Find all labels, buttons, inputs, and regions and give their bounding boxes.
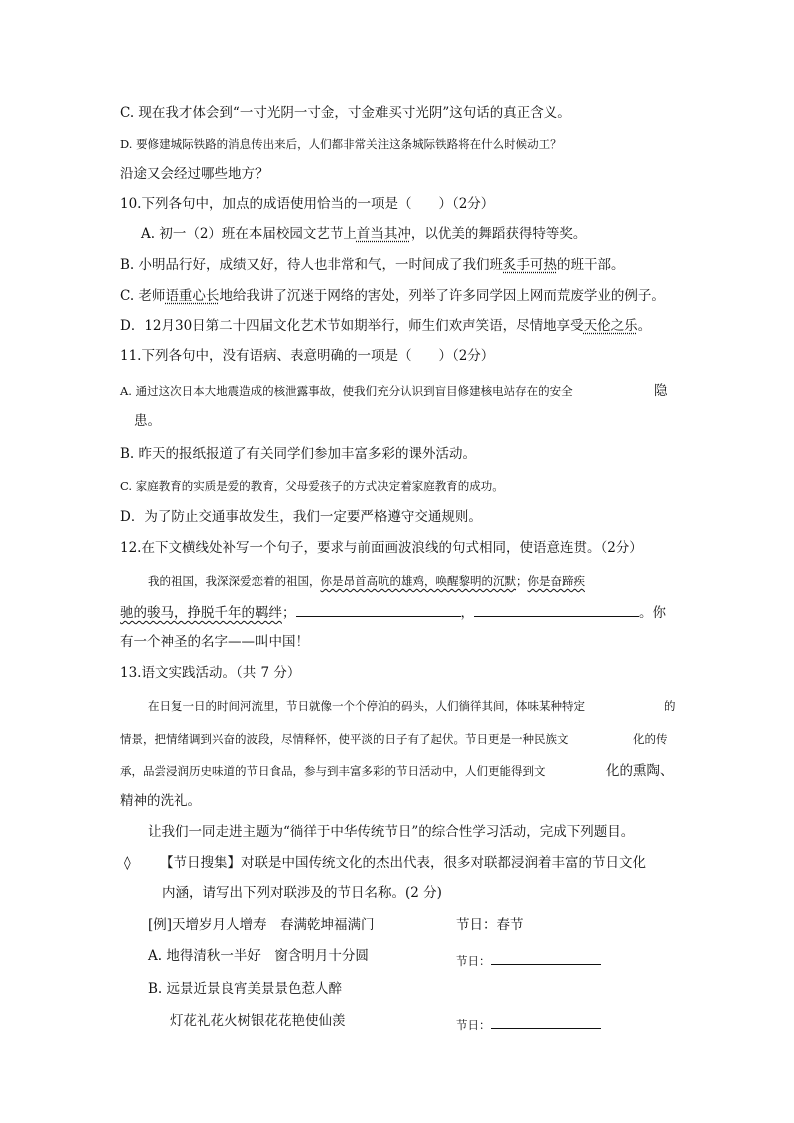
q13-option-a-couplet: A. 地得清秋一半好 窗含明月十分圆	[148, 948, 369, 964]
q10-option-d	[120, 317, 651, 335]
q11-option-a-line2: 患。	[134, 413, 161, 429]
q9-option-d-line1: D. 要修建城际铁路的消息传出来后，人们都非常关注这条城际铁路将在什么时候动工？	[120, 137, 562, 151]
q10-c-text: C. 老师	[120, 288, 166, 304]
q13-sub1-line1: 【节日搜集】对联是中国传统文化的杰出代表，很多对联都浸润着丰富的节日文化	[160, 855, 646, 871]
q12-separator: ；	[516, 574, 528, 588]
q10-a-idiom: 首当其冲	[356, 226, 411, 242]
q10-stem: 10.下列各句中，加点的成语使用恰当的一项是（ ）（2分）	[120, 196, 495, 212]
q10-a-text: A. 初一（2）班在本届校园文艺节上	[141, 226, 357, 242]
q13-intro: 让我们一同走进主题为“徜徉于中华传统节日”的综合性学习活动，完成下列题目。	[148, 824, 635, 840]
q12-answer-blank-1[interactable]	[296, 602, 461, 617]
q12-wavy-sentence-1: 你是昂首高吭的雄鸡，唤醒黎明的沉默	[320, 574, 516, 588]
q13-para-line3-tail: 化的熏陶、	[606, 763, 674, 779]
q12-passage-line1	[148, 572, 585, 590]
q13-sub1-marker: ◊	[124, 855, 131, 871]
q12-passage-line2-end: 。你	[639, 605, 666, 621]
q10-d-text-end: 。	[637, 318, 652, 334]
q12-wavy-sentence-2-end: 驰的骏马，挣脱千年的羁绊	[120, 605, 282, 621]
q13-para-line3: 承，品尝浸润历史味道的节日食品，参与到丰富多彩的节日活动中，人们更能得到文	[120, 764, 546, 778]
q12-passage-line2	[120, 602, 666, 622]
q13-option-b-festival	[456, 1014, 601, 1034]
q10-b-text: B. 小明品行好，成绩又好，待人也非常和气，一时间成了我们班	[120, 257, 504, 273]
q13-sub1-line2: 内涵，请写出下列对联涉及的节日名称。(2 分)	[162, 885, 442, 901]
q12-wavy-sentence-2-start: 你是奋蹄疾	[527, 574, 585, 588]
q13-option-a-festival	[456, 950, 601, 970]
q13-para-line1-tail: 的	[664, 699, 676, 713]
q9-option-c: C. 现在我才体会到“一寸光阴一寸金，寸金难买寸光阴”这句话的真正含义。	[120, 105, 571, 121]
q13-b-festival-label: 节日：	[456, 1018, 491, 1032]
q10-option-a	[141, 225, 586, 243]
q12-passage-intro: 我的祖国，我深深爱恋着的祖国，	[148, 574, 321, 588]
q10-option-c	[120, 287, 665, 305]
q13-option-b-couplet-line2: 灯花礼花火树银花花艳使仙羡	[170, 1013, 346, 1029]
q10-a-text-end: ，以优美的舞蹈获得特等奖。	[410, 226, 587, 242]
q13-para-line2: 情景，把情绪调到兴奋的波段，尽情释怀，使平淡的日子有了起伏。节日更是一种民族文	[120, 732, 569, 746]
q10-d-text: D．12月30日第二十四届文化艺术节如期举行，师生们欢声笑语，尽情地享受	[120, 318, 584, 334]
q11-option-a-line1: A. 通过这次日本大地震造成的核泄露事故，使我们充分认识到盲目修建核电站存在的安全	[120, 384, 573, 398]
q9-option-d-line2: 沿途又会经过哪些地方？	[120, 166, 269, 182]
q11-option-a-tail: 隐	[654, 383, 668, 399]
q13-example-couplet: [例]天增岁月人增寿 春满乾坤福满门	[148, 917, 375, 933]
q12-answer-blank-2[interactable]	[474, 602, 639, 617]
q13-a-answer-blank[interactable]	[491, 950, 601, 965]
q10-b-idiom: 炙手可热	[503, 257, 558, 273]
q10-c-text-end: 地给我讲了沉迷于网络的害处，列举了许多同学因上网而荒废学业的例子。	[219, 288, 665, 304]
q13-para-line4: 精神的洗礼。	[120, 793, 201, 809]
q13-b-answer-blank[interactable]	[491, 1014, 601, 1029]
q13-example-festival: 节日：春节	[456, 917, 524, 933]
q12-separator-2: ；	[282, 605, 296, 621]
q10-d-idiom: 天伦之乐	[583, 318, 638, 334]
q11-option-b: B. 昨天的报纸报道了有关同学们参加丰富多彩的课外活动。	[120, 446, 477, 462]
q13-a-festival-label: 节日：	[456, 954, 491, 968]
q10-b-text-end: 的班干部。	[557, 257, 625, 273]
q11-option-d: D．为了防止交通事故发生，我们一定要严格遵守交通规则。	[120, 509, 482, 525]
q12-stem: 12.在下文横线处补写一个句子，要求与前面画波浪线的句式相同，使语意连贯。（2分）	[120, 540, 643, 556]
q12-separator-3: ，	[460, 605, 474, 621]
q13-option-b-couplet-line1: B. 远景近景良宵美景景色惹人醉	[148, 981, 343, 997]
q10-option-b	[120, 256, 625, 274]
q13-para-line2-tail: 化的传	[633, 732, 668, 746]
q13-stem: 13.语文实践活动。（共 7 分）	[120, 665, 301, 681]
q13-para-line1: 在日复一日的时间河流里，节日就像一个个停泊的码头，人们徜徉其间，体味某种特定	[148, 699, 585, 713]
q11-stem: 11.下列各句中，没有语病、表意明确的一项是（ ）（2分）	[120, 348, 495, 364]
q12-passage-line3: 有一个神圣的名字——叫中国！	[120, 634, 309, 650]
q11-option-c: C. 家庭教育的实质是爱的教育，父母爱孩子的方式决定着家庭教育的成功。	[120, 479, 504, 493]
q10-c-idiom: 语重心长	[165, 288, 220, 304]
